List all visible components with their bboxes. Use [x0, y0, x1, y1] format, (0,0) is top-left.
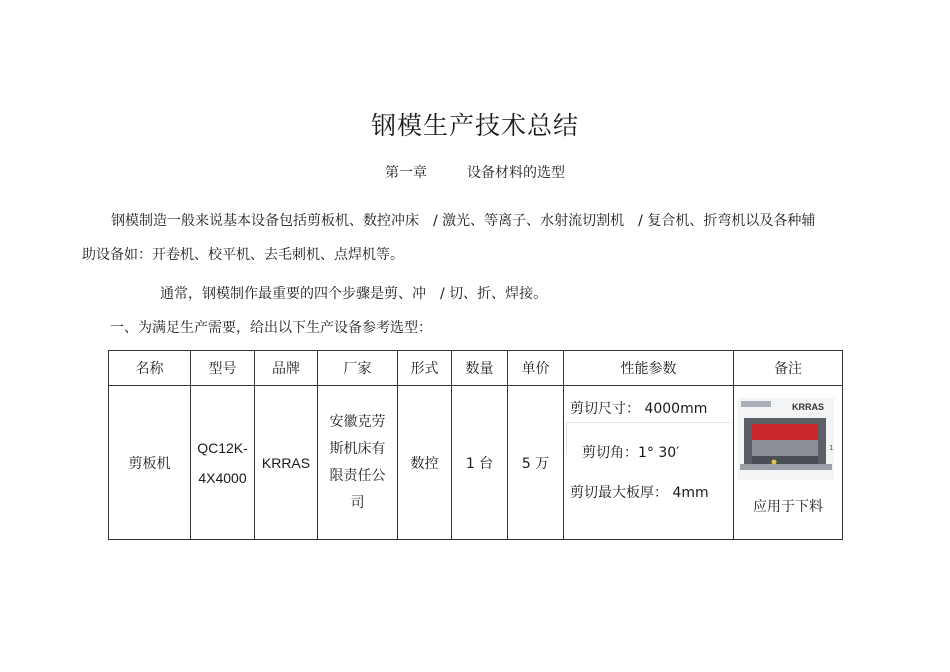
header-params: 性能参数 — [564, 351, 734, 386]
equipment-table — [108, 350, 843, 540]
section-heading-1: 一、为满足生产需要，给出以下生产设备参考选型： — [110, 320, 432, 336]
cell-quantity: 1 台 — [452, 386, 508, 540]
header-model: 型号 — [191, 351, 255, 386]
machine-top-beam — [744, 418, 826, 424]
cell-form: 数控 — [398, 386, 452, 540]
param-cut-angle: 剪切角：1° 30′ — [582, 445, 680, 461]
document-title: 钢模生产技术总结 — [370, 111, 579, 140]
param-cut-size: 剪切尺寸： 4000mm — [570, 401, 708, 417]
header-manufacturer: 厂家 — [318, 351, 398, 386]
cell-brand: KRRAS — [255, 386, 318, 540]
paragraph-1-line-2: 助设备如：开卷机、校平机、去毛刺机、点焊机等。 — [82, 247, 404, 263]
cell-note — [734, 386, 843, 540]
chapter-number: 第一章 — [385, 165, 427, 181]
header-brand: 品牌 — [255, 351, 318, 386]
header-note: 备注 — [734, 351, 843, 386]
cell-name: 剪板机 — [109, 386, 191, 540]
cell-price: 5 万 — [508, 386, 564, 540]
shearing-machine-image — [738, 398, 834, 480]
paragraph-1-line-1: 钢模制造一般来说基本设备包括剪板机、数控冲床 / 激光、等离子、水射流切割机 / 复合机、折弯机以及各种辅 — [111, 213, 816, 229]
chapter-name: 设备材料的选型 — [467, 165, 565, 181]
param-max-thickness: 剪切最大板厚： 4mm — [570, 485, 709, 501]
svg-text:1: 1 — [829, 444, 834, 452]
machine-blade-body — [750, 424, 822, 440]
table-header-row — [109, 351, 843, 386]
paragraph-2: 通常，钢模制作最重要的四个步骤是剪、冲 / 切、折、焊接。 — [160, 286, 548, 302]
chapter-heading — [0, 162, 950, 182]
note-text: 应用于下料 — [753, 499, 823, 515]
image-brand-text: KRRAS — [791, 402, 825, 412]
header-price: 单价 — [508, 351, 564, 386]
header-quantity: 数量 — [452, 351, 508, 386]
header-name: 名称 — [109, 351, 191, 386]
table-row — [109, 386, 843, 540]
cell-model: QC12K- 4X4000 — [191, 386, 255, 540]
header-form: 形式 — [398, 351, 452, 386]
cell-params — [564, 386, 734, 540]
cell-manufacturer: 安徽克劳 斯机床有 限责任公 司 — [318, 386, 398, 540]
